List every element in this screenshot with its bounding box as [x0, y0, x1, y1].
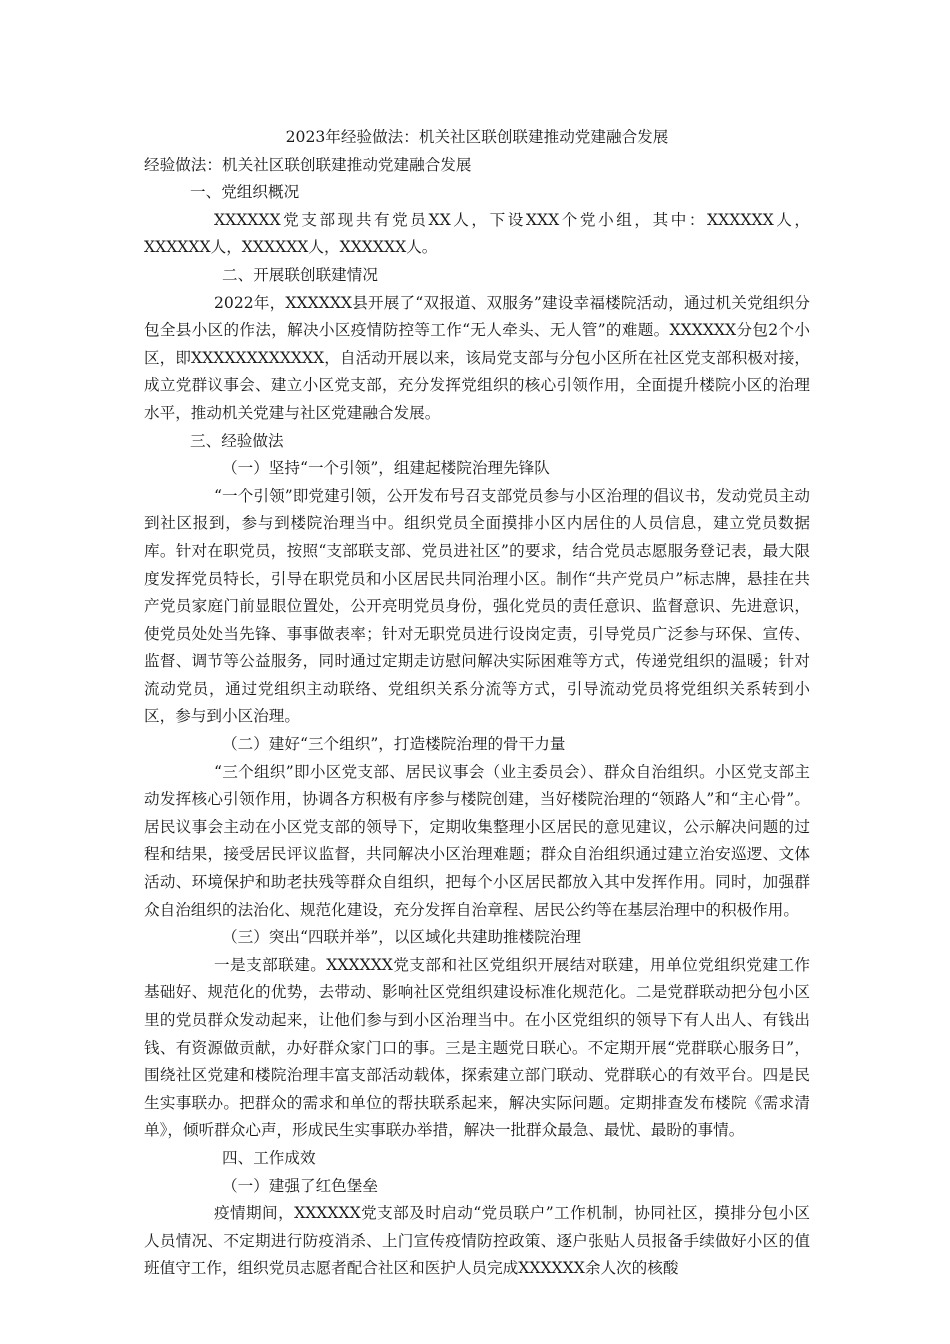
subsection-3-1-paragraph: “一个引领”即党建引领，公开发布号召支部党员参与小区治理的倡议书，发动党员主动到社区报到，参与到楼院治理当中。组织党员全面摸排小区内居住的人员信息，建立党员数据库。针对在职党员，按照“支部联支部、党员进社区”的要求，结合党员志愿服务登记表，最大限度发挥党员特长，引导在职党员和小区居民共同治理小区。制作“共产党员户”标志牌，悬挂在共产党员家庭门前显眼位置处，公开亮明党员身份，强化党员的责任意识、监督意识、先进意识，使党员处处当先锋、事事做表率；针对无职党员进行设岗定责，引导党员广泛参与环保、宣传、监督、调节等公益服务，同时通过定期走访慰问解决实际困难等方式，传递党组织的温暖；针对流动党员，通过党组织主动联络、党组织关系分流等方式，引导流动党员将党组织关系转到小区，参与到小区治理。 — [144, 486, 810, 726]
section-2-paragraph: 2022年，XXXXXX县开展了“双报道、双服务”建设幸福楼院活动，通过机关党组织分包全县小区的作法，解决小区疫情防控等工作“无人牵头、无人管”的难题。XXXXXX分包2个小区，即XXXXXXXXXXXX，自活动开展以来，该局党支部与分包小区所在社区党支部积极对接，成立党群议事会、建立小区党支部，充分发挥党组织的核心引领作用，全面提升楼院小区的治理水平，推动机关党建与社区党建融合发展。 — [144, 293, 810, 422]
section-1-paragraph: XXXXXX党支部现共有党员XX人，下设XXX个党小组，其中：XXXXXX人，XXXXXX人，XXXXXX人，XXXXXX人。 — [144, 210, 810, 257]
document-title: 2023年经验做法：机关社区联创联建推动党建融合发展 — [285, 128, 669, 146]
document-page — [144, 124, 810, 1283]
subsection-3-2-paragraph: “三个组织”即小区党支部、居民议事会（业主委员会）、群众自治组织。小区党支部主动发挥核心引领作用，协调各方积极有序参与楼院创建，当好楼院治理的“领路人”和“主心骨”。居民议事会主动在小区党支部的领导下，定期收集整理小区居民的意见建议，公示解决问题的过程和结果，接受居民评议监督，共同解决小区治理难题；群众自治组织通过建立治安巡逻、文体活动、环境保护和助老扶残等群众自组织，把每个小区居民都放入其中发挥作用。同时，加强群众自治组织的法治化、规范化建设，充分发挥自治章程、居民公约等在基层治理中的积极作用。 — [144, 762, 810, 919]
subsection-heading-3-3: （三）突出“四联并举”，以区域化共建助推楼院治理 — [222, 928, 582, 947]
section-heading-3: 三、经验做法 — [190, 431, 284, 450]
subsection-heading-3-1: （一）坚持“一个引领”，组建起楼院治理先锋队 — [222, 459, 550, 478]
subsection-heading-4-1: （一）建强了红色堡垒 — [222, 1176, 378, 1195]
section-heading-1: 一、党组织概况 — [190, 183, 300, 202]
section-heading-2: 二、开展联创联建情况 — [222, 265, 378, 284]
document-subtitle: 经验做法：机关社区联创联建推动党建融合发展 — [144, 155, 472, 174]
subsection-4-1-paragraph: 疫情期间，XXXXXX党支部及时启动“党员联户”工作机制，协同社区，摸排分包小区人员情况、不定期进行防疫消杀、上门宣传疫情防控政策、逐户张贴人员报备手续做好小区的值班值守工作，组织党员志愿者配合社区和医护人员完成XXXXXX余人次的核酸 — [144, 1204, 810, 1278]
subsection-heading-3-2: （二）建好“三个组织”，打造楼院治理的骨干力量 — [222, 735, 566, 754]
subsection-3-3-paragraph: 一是支部联建。XXXXXX党支部和社区党组织开展结对联建，用单位党组织党建工作基础好、规范化的优势，去带动、影响社区党组织建设标准化规范化。二是党群联动把分包小区里的党员群众发动起来，让他们参与到小区治理当中。在小区党组织的领导下有人出人、有钱出钱、有资源做贡献，办好群众家门口的事。三是主题党日联心。不定期开展“党群联心服务日”，围绕社区党建和楼院治理丰富支部活动载体，探索建立部门联动、党群联心的有效平台。四是民生实事联办。把群众的需求和单位的帮扶联系起来，解决实际问题。定期排查发布楼院《需求清单》，倾听群众心声，形成民生实事联办举措，解决一批群众最急、最忧、最盼的事情。 — [144, 955, 810, 1140]
section-heading-4: 四、工作成效 — [222, 1148, 316, 1167]
